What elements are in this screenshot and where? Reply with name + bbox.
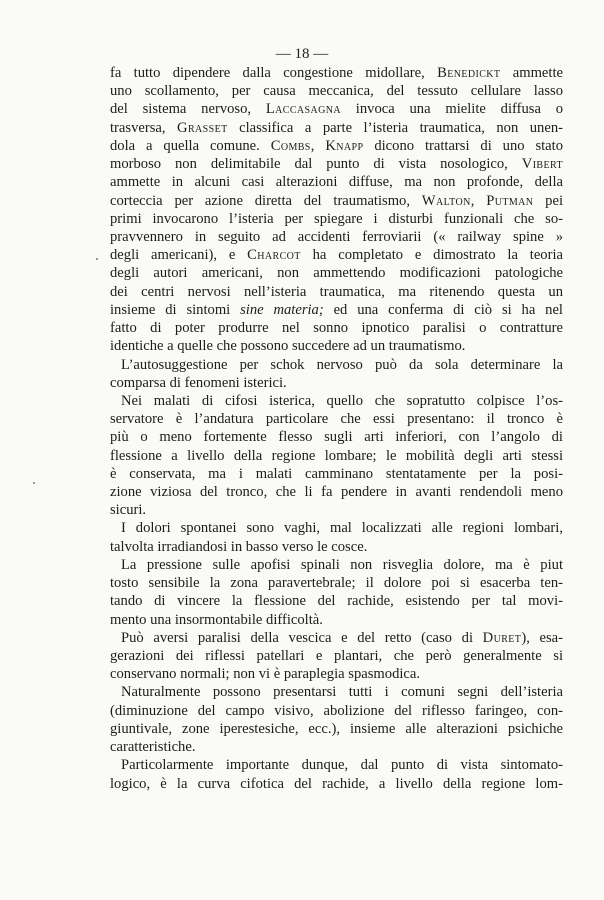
- text-line: [110, 556, 563, 574]
- text-line: [110, 264, 563, 282]
- text-line: [110, 283, 563, 301]
- body-text: [110, 64, 563, 793]
- text-line: [110, 82, 563, 100]
- text-line: [110, 738, 563, 756]
- text-line: [110, 301, 563, 319]
- text-line: [110, 137, 563, 155]
- text-segment: corteccia per azione diretta del traumatismo,: [110, 192, 422, 209]
- author-name: Laccasagna: [265, 101, 341, 118]
- text-segment: ammette in alcuni casi alterazioni diffuse, ma non profonde, della: [110, 174, 563, 191]
- text-segment: degli americani), e: [110, 247, 248, 264]
- text-segment: Naturalmente possono presentarsi tutti i comuni segni dell’isteria: [121, 684, 563, 701]
- text-segment: L’autosuggestione per schok nervoso può da sola determinare la: [121, 356, 563, 373]
- text-segment: tando di vincere la flessione del rachide, esistendo per tal movi-: [110, 593, 563, 610]
- text-line: [110, 483, 563, 501]
- text-segment: zione viziosa del tronco, che li fa pendere in avanti rendendoli meno: [110, 484, 563, 501]
- text-segment: ), esa-: [521, 629, 563, 646]
- author-name: Charcot: [247, 247, 301, 264]
- text-segment: ha completato e dimostrato la teoria: [300, 247, 563, 264]
- text-segment: classifica a parte l’isteria traumatica, non unen-: [227, 119, 563, 136]
- text-segment: sicuri.: [110, 502, 147, 519]
- scan-speck: [33, 482, 35, 484]
- author-name: Putman: [486, 192, 534, 209]
- text-segment: invoca una mielite diffusa o: [341, 101, 564, 118]
- text-segment: talvolta irradiandosi in basso verso le cosce.: [110, 538, 368, 555]
- text-line: [110, 210, 563, 228]
- page-number: — 18 —: [275, 46, 329, 62]
- text-segment: La pressione sulle apofisi spinali non risveglia dolore, ma è piut: [121, 556, 563, 573]
- author-name: Combs: [270, 137, 311, 154]
- text-line: [110, 720, 563, 738]
- text-segment: ,: [470, 192, 487, 209]
- text-line: [110, 683, 563, 701]
- text-segment: uno scollamento, per causa meccanica, del tessuto cellulare lasso: [110, 83, 563, 100]
- text-line: [110, 192, 563, 210]
- text-line: [110, 428, 563, 446]
- text-line: [110, 64, 563, 82]
- text-line: [110, 665, 563, 683]
- text-line: [110, 702, 563, 720]
- scan-speck: [96, 258, 98, 260]
- text-line: [110, 374, 563, 392]
- text-line: [110, 775, 563, 793]
- text-segment: fa tutto dipendere dalla congestione midollare,: [110, 65, 438, 81]
- text-segment: degli autori americani, non ammettendo modificazioni patologiche: [110, 265, 563, 282]
- text-line: [110, 228, 563, 246]
- text-line: [110, 319, 563, 337]
- text-line: [110, 173, 563, 191]
- text-segment: trasversa,: [110, 119, 178, 136]
- text-segment: dicono trattarsi di uno stato: [363, 137, 564, 154]
- text-segment: è conservata, ma i malati camminano stentatamente per la posi-: [110, 465, 563, 482]
- author-name: Knapp: [325, 137, 364, 154]
- text-line: [110, 501, 563, 519]
- text-segment: dola a quella comune.: [110, 137, 271, 154]
- text-segment: morboso non delimitabile dal punto di vista nosologico,: [110, 156, 522, 173]
- text-line: [110, 392, 563, 410]
- text-segment: più o meno fortemente flesso sugli arti inferiori, con l’angolo di: [110, 429, 563, 446]
- text-segment: ed una conferma di ciò si ha nel: [323, 301, 563, 318]
- text-line: [110, 356, 563, 374]
- text-segment: tosto sensibile la zona paravertebrale; il dolore poi si esacerba ten-: [110, 575, 563, 592]
- text-segment: (diminuzione del campo visivo, abolizione del riflesso faringeo, con-: [110, 702, 563, 719]
- text-line: [110, 611, 563, 629]
- text-segment: caratteristiche.: [110, 739, 196, 756]
- text-line: [110, 337, 563, 355]
- text-segment: gerazioni dei riflessi patellari e plantari, che però generalmente si: [110, 648, 563, 664]
- text-line: [110, 519, 563, 537]
- text-segment: del sistema nervoso,: [110, 101, 266, 118]
- text-line: [110, 410, 563, 428]
- text-segment: comparsa di fenomeni isterici.: [110, 374, 287, 391]
- author-name: Benedickt: [437, 65, 501, 81]
- text-line: [110, 100, 563, 118]
- text-segment: primi invocarono l’isteria per spiegare i disturbi funzionali che so-: [110, 210, 563, 227]
- text-line: [110, 538, 563, 556]
- text-line: [110, 246, 563, 264]
- author-name: Walton: [421, 192, 471, 209]
- text-segment: Può aversi paralisi della vescica e del retto (caso di: [121, 629, 483, 646]
- text-line: [110, 629, 563, 647]
- author-name: Duret: [482, 629, 522, 646]
- text-line: [110, 155, 563, 173]
- text-segment: ,: [310, 137, 326, 154]
- text-line: [110, 119, 563, 137]
- text-segment: mento una insormontabile difficoltà.: [110, 611, 323, 628]
- author-name: Grasset: [177, 119, 228, 136]
- text-line: [110, 756, 563, 774]
- text-segment: insieme di sintomi: [110, 301, 241, 318]
- text-line: [110, 647, 563, 665]
- text-segment: pravvennero in seguito ad accidenti ferroviarii (« railway spine »: [110, 228, 563, 245]
- text-line: [110, 447, 563, 465]
- text-segment: I dolori spontanei sono vaghi, mal localizzati alle regioni lombari,: [121, 520, 563, 537]
- text-segment: ammette: [500, 65, 563, 81]
- text-segment: Particolarmente importante dunque, dal punto di vista sintomato-: [121, 757, 563, 774]
- text-segment: Nei malati di cifosi isterica, quello che sopratutto colpisce l’os-: [121, 392, 563, 409]
- text-segment: dei centri nervosi nell’isteria traumatica, ma ritenendo questa un: [110, 283, 563, 300]
- text-segment: identiche a quelle che possono succedere ad un traumatismo.: [110, 338, 466, 355]
- text-segment: pei: [533, 192, 564, 209]
- author-name: Vibert: [521, 156, 563, 173]
- text-line: [110, 574, 563, 592]
- text-segment: servatore è l’andatura particolare che essi presentano: il tronco è: [110, 411, 563, 428]
- text-segment: giuntivale, zone iperestesiche, ecc.), insieme alle alterazioni psichiche: [110, 720, 563, 737]
- text-segment: conservano normali; non vi è paraplegia spasmodica.: [110, 666, 421, 683]
- text-line: [110, 592, 563, 610]
- text-segment: logico, è la curva cifotica del rachide, a livello della regione lom-: [110, 775, 563, 792]
- text-segment: fatto di poter produrre nel sonno ipnotico paralisi o contratture: [110, 320, 563, 337]
- text-line: [110, 465, 563, 483]
- text-segment: flessione a livello della regione lombare; le mobilità degli arti stessi: [110, 447, 563, 464]
- italic-term: sine materia;: [240, 301, 324, 318]
